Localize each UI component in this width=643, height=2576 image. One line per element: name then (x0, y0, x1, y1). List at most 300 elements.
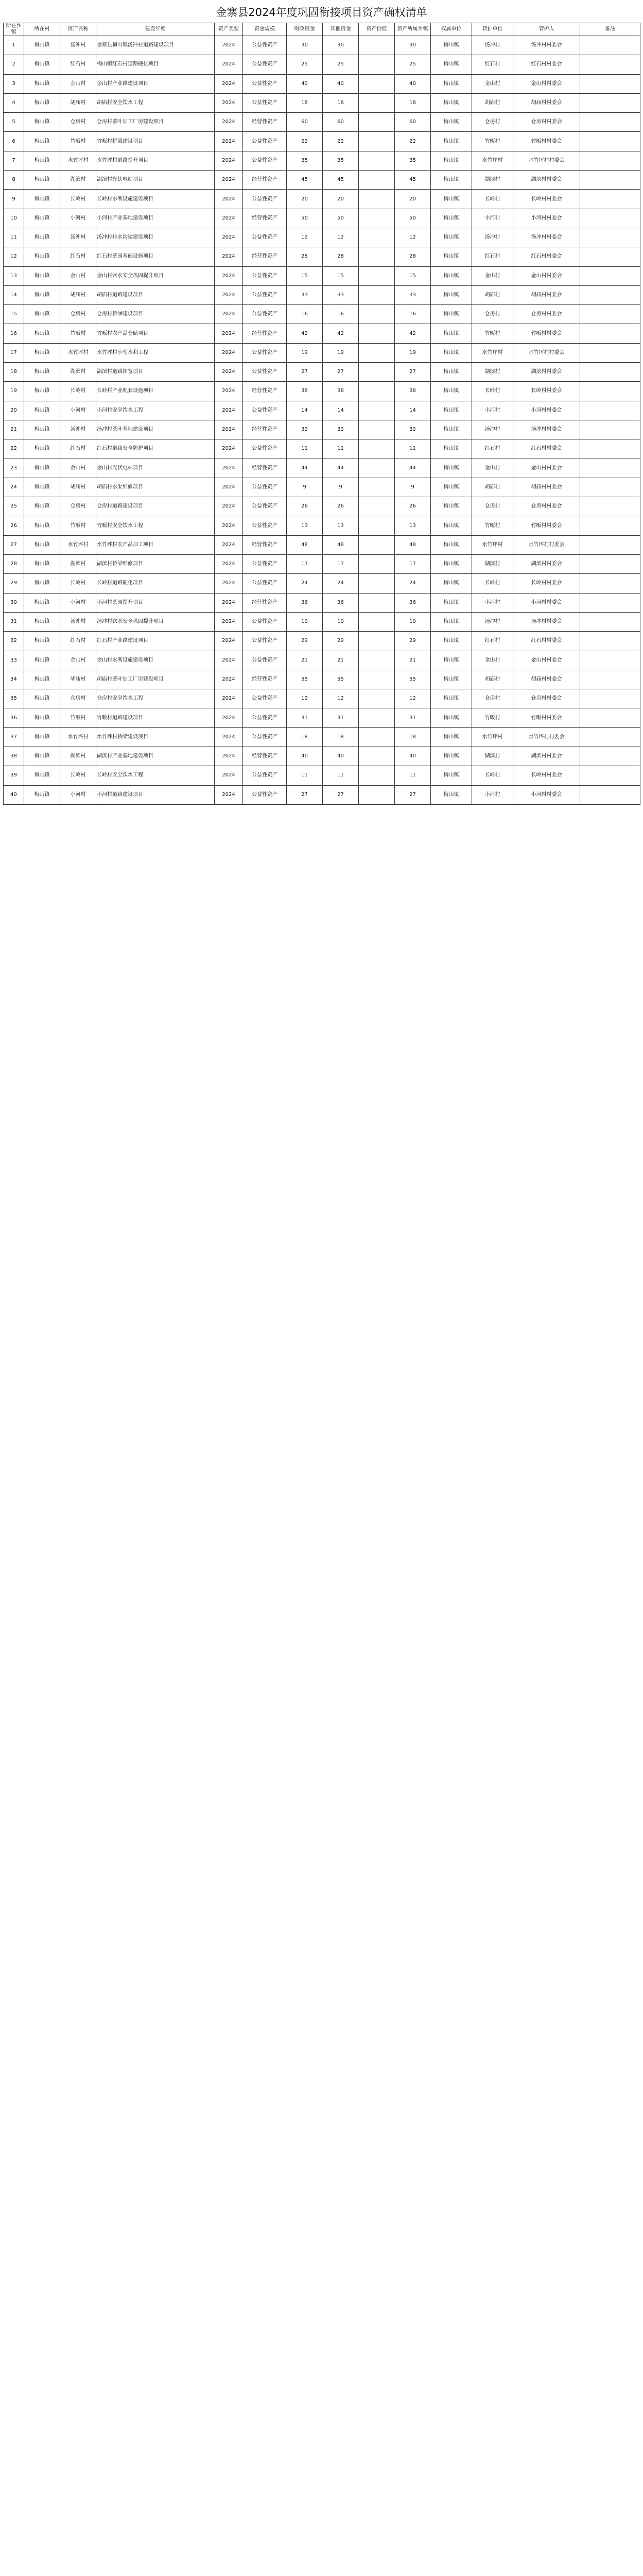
fiscal-cell: 14 (323, 401, 359, 420)
owner-town-cell: 梅山镇 (431, 305, 472, 324)
note-cell (580, 478, 640, 497)
village-cell: 胡庙村 (60, 93, 96, 112)
manager-cell: 湖滨村村委会 (513, 363, 580, 382)
year-cell: 2024 (215, 171, 243, 190)
asset-name-cell: 水竹坪村桥梁建设项目 (96, 727, 215, 747)
year-cell: 2024 (215, 574, 243, 593)
fiscal-cell: 27 (323, 785, 359, 804)
note-cell (580, 439, 640, 459)
scale-cell: 27 (287, 785, 323, 804)
scale-cell: 14 (287, 401, 323, 420)
table-row (4, 516, 640, 535)
scale-cell: 25 (287, 55, 323, 74)
owner-cell: 仓房村 (472, 689, 513, 708)
other-cell (359, 343, 395, 362)
manager-cell: 汤冲村村委会 (513, 420, 580, 439)
owner-cell: 红石村 (472, 55, 513, 74)
manager-cell: 长岭村村委会 (513, 574, 580, 593)
fiscal-cell: 20 (323, 190, 359, 209)
table-row (4, 382, 640, 401)
village-cell: 金山村 (60, 266, 96, 285)
note-cell (580, 766, 640, 785)
year-cell: 2024 (215, 55, 243, 74)
scale-cell: 17 (287, 555, 323, 574)
manager-cell: 竹畈村村委会 (513, 324, 580, 343)
asset-name-cell: 仓房村桥涵建设项目 (96, 305, 215, 324)
town-cell: 梅山镇 (24, 36, 60, 55)
owner-cell: 水竹坪村 (472, 727, 513, 747)
village-cell: 红石村 (60, 55, 96, 74)
table-row (4, 151, 640, 170)
manager-cell: 湖滨村村委会 (513, 171, 580, 190)
town-cell: 梅山镇 (24, 363, 60, 382)
owner-town-cell: 梅山镇 (431, 93, 472, 112)
owner-cell: 湖滨村 (472, 747, 513, 766)
asset-type-cell: 公益性资产 (243, 574, 287, 593)
note-cell (580, 632, 640, 651)
manager-cell: 竹畈村村委会 (513, 516, 580, 535)
owner-town-cell: 梅山镇 (431, 651, 472, 670)
manager-cell: 汤冲村村委会 (513, 612, 580, 631)
table-row (4, 574, 640, 593)
row-number: 6 (4, 132, 24, 151)
value-cell: 44 (395, 459, 431, 478)
value-cell: 17 (395, 555, 431, 574)
value-cell: 28 (395, 247, 431, 266)
row-number: 9 (4, 190, 24, 209)
value-cell: 24 (395, 574, 431, 593)
asset-type-cell: 公益性资产 (243, 555, 287, 574)
asset-name-cell: 长岭村道路硬化项目 (96, 574, 215, 593)
owner-town-cell: 梅山镇 (431, 285, 472, 304)
village-cell: 竹畈村 (60, 132, 96, 151)
note-cell (580, 651, 640, 670)
owner-town-cell: 梅山镇 (431, 382, 472, 401)
scale-cell: 9 (287, 478, 323, 497)
year-cell: 2024 (215, 401, 243, 420)
header-cell: 管护单位 (472, 23, 513, 36)
fiscal-cell: 28 (323, 247, 359, 266)
village-cell: 小河村 (60, 401, 96, 420)
owner-cell: 湖滨村 (472, 171, 513, 190)
year-cell: 2024 (215, 593, 243, 612)
town-cell: 梅山镇 (24, 708, 60, 727)
village-cell: 竹畈村 (60, 516, 96, 535)
owner-town-cell: 梅山镇 (431, 670, 472, 689)
asset-name-cell: 梅山镇红石村道路硬化项目 (96, 55, 215, 74)
fiscal-cell: 17 (323, 555, 359, 574)
other-cell (359, 670, 395, 689)
year-cell: 2024 (215, 497, 243, 516)
year-cell: 2024 (215, 555, 243, 574)
manager-cell: 红石村村委会 (513, 439, 580, 459)
note-cell (580, 324, 640, 343)
town-cell: 梅山镇 (24, 612, 60, 631)
table-row (4, 439, 640, 459)
value-cell: 31 (395, 708, 431, 727)
owner-cell: 胡庙村 (472, 670, 513, 689)
asset-type-cell: 经营性资产 (243, 171, 287, 190)
header-row (4, 23, 640, 36)
scale-cell: 11 (287, 439, 323, 459)
owner-town-cell: 梅山镇 (431, 459, 472, 478)
other-cell (359, 285, 395, 304)
row-number: 30 (4, 593, 24, 612)
asset-name-cell: 汤冲村饮水安全巩固提升项目 (96, 612, 215, 631)
asset-table (3, 23, 640, 805)
row-number: 33 (4, 651, 24, 670)
town-cell: 梅山镇 (24, 132, 60, 151)
owner-cell: 胡庙村 (472, 285, 513, 304)
table-row (4, 55, 640, 74)
row-number: 7 (4, 151, 24, 170)
asset-name-cell: 红石村茶园基础设施项目 (96, 247, 215, 266)
asset-name-cell: 竹畈村安全饮水工程 (96, 516, 215, 535)
asset-type-cell: 公益性资产 (243, 516, 287, 535)
village-cell: 长岭村 (60, 190, 96, 209)
owner-cell: 小河村 (472, 785, 513, 804)
asset-name-cell: 湖滨村产业基地建设项目 (96, 747, 215, 766)
village-cell: 湖滨村 (60, 747, 96, 766)
year-cell: 2024 (215, 285, 243, 304)
header-cell: 资产类型 (215, 23, 243, 36)
village-cell: 仓房村 (60, 305, 96, 324)
note-cell (580, 36, 640, 55)
other-cell (359, 497, 395, 516)
value-cell: 11 (395, 766, 431, 785)
asset-type-cell: 公益性资产 (243, 228, 287, 247)
value-cell: 33 (395, 285, 431, 304)
owner-cell: 金山村 (472, 651, 513, 670)
owner-town-cell: 梅山镇 (431, 785, 472, 804)
scale-cell: 38 (287, 382, 323, 401)
value-cell: 30 (395, 36, 431, 55)
asset-name-cell: 小河村道路建设项目 (96, 785, 215, 804)
fiscal-cell: 16 (323, 305, 359, 324)
owner-cell: 小河村 (472, 209, 513, 228)
fiscal-cell: 38 (323, 382, 359, 401)
note-cell (580, 574, 640, 593)
owner-cell: 金山村 (472, 266, 513, 285)
other-cell (359, 305, 395, 324)
other-cell (359, 651, 395, 670)
village-cell: 湖滨村 (60, 555, 96, 574)
manager-cell: 金山村村委会 (513, 266, 580, 285)
scale-cell: 48 (287, 535, 323, 554)
header-cell: 所在乡镇 (4, 23, 24, 36)
row-number: 36 (4, 708, 24, 727)
other-cell (359, 689, 395, 708)
owner-town-cell: 梅山镇 (431, 516, 472, 535)
header-cell: 资产名称 (60, 23, 96, 36)
asset-type-cell: 公益性资产 (243, 36, 287, 55)
village-cell: 汤冲村 (60, 420, 96, 439)
table-row (4, 343, 640, 362)
asset-type-cell: 公益性资产 (243, 74, 287, 93)
note-cell (580, 113, 640, 132)
scale-cell: 40 (287, 747, 323, 766)
note-cell (580, 228, 640, 247)
scale-cell: 29 (287, 632, 323, 651)
year-cell: 2024 (215, 420, 243, 439)
asset-type-cell: 经营性资产 (243, 593, 287, 612)
value-cell: 14 (395, 401, 431, 420)
owner-cell: 胡庙村 (472, 478, 513, 497)
note-cell (580, 93, 640, 112)
note-cell (580, 401, 640, 420)
town-cell: 梅山镇 (24, 93, 60, 112)
village-cell: 水竹坪村 (60, 535, 96, 554)
manager-cell: 金山村村委会 (513, 74, 580, 93)
asset-type-cell: 公益性资产 (243, 478, 287, 497)
asset-name-cell: 水竹坪村农产品加工项目 (96, 535, 215, 554)
asset-type-cell: 经营性资产 (243, 535, 287, 554)
owner-town-cell: 梅山镇 (431, 113, 472, 132)
asset-type-cell: 公益性资产 (243, 401, 287, 420)
value-cell: 36 (395, 593, 431, 612)
row-number: 26 (4, 516, 24, 535)
note-cell (580, 612, 640, 631)
other-cell (359, 747, 395, 766)
town-cell: 梅山镇 (24, 670, 60, 689)
note-cell (580, 382, 640, 401)
note-cell (580, 209, 640, 228)
other-cell (359, 459, 395, 478)
table-row (4, 766, 640, 785)
fiscal-cell: 13 (323, 516, 359, 535)
year-cell: 2024 (215, 247, 243, 266)
year-cell: 2024 (215, 478, 243, 497)
note-cell (580, 363, 640, 382)
owner-town-cell: 梅山镇 (431, 228, 472, 247)
owner-town-cell: 梅山镇 (431, 766, 472, 785)
row-number: 38 (4, 747, 24, 766)
table-row (4, 459, 640, 478)
owner-town-cell: 梅山镇 (431, 401, 472, 420)
fiscal-cell: 11 (323, 766, 359, 785)
table-row (4, 36, 640, 55)
scale-cell: 32 (287, 420, 323, 439)
owner-cell: 红石村 (472, 439, 513, 459)
row-number: 15 (4, 305, 24, 324)
village-cell: 湖滨村 (60, 363, 96, 382)
year-cell: 2024 (215, 305, 243, 324)
year-cell: 2024 (215, 651, 243, 670)
other-cell (359, 151, 395, 170)
manager-cell: 金山村村委会 (513, 651, 580, 670)
owner-town-cell: 梅山镇 (431, 151, 472, 170)
village-cell: 长岭村 (60, 574, 96, 593)
village-cell: 长岭村 (60, 766, 96, 785)
owner-town-cell: 梅山镇 (431, 55, 472, 74)
other-cell (359, 555, 395, 574)
value-cell: 18 (395, 727, 431, 747)
town-cell: 梅山镇 (24, 343, 60, 362)
asset-name-cell: 金山村产业路建设项目 (96, 74, 215, 93)
note-cell (580, 785, 640, 804)
owner-town-cell: 梅山镇 (431, 612, 472, 631)
town-cell: 梅山镇 (24, 266, 60, 285)
owner-cell: 汤冲村 (472, 420, 513, 439)
year-cell: 2024 (215, 670, 243, 689)
scale-cell: 40 (287, 74, 323, 93)
other-cell (359, 612, 395, 631)
table-row (4, 113, 640, 132)
note-cell (580, 708, 640, 727)
asset-type-cell: 经营性资产 (243, 670, 287, 689)
town-cell: 梅山镇 (24, 401, 60, 420)
year-cell: 2024 (215, 36, 243, 55)
scale-cell: 19 (287, 343, 323, 362)
row-number: 29 (4, 574, 24, 593)
value-cell: 27 (395, 363, 431, 382)
row-number: 1 (4, 36, 24, 55)
owner-cell: 胡庙村 (472, 93, 513, 112)
fiscal-cell: 36 (323, 593, 359, 612)
village-cell: 小河村 (60, 785, 96, 804)
village-cell: 胡庙村 (60, 285, 96, 304)
owner-town-cell: 梅山镇 (431, 439, 472, 459)
other-cell (359, 382, 395, 401)
manager-cell: 金山村村委会 (513, 459, 580, 478)
manager-cell: 胡庙村村委会 (513, 93, 580, 112)
other-cell (359, 516, 395, 535)
town-cell: 梅山镇 (24, 151, 60, 170)
asset-name-cell: 小河村安全饮水工程 (96, 401, 215, 420)
value-cell: 21 (395, 651, 431, 670)
owner-town-cell: 梅山镇 (431, 478, 472, 497)
manager-cell: 湖滨村村委会 (513, 555, 580, 574)
town-cell: 梅山镇 (24, 689, 60, 708)
asset-type-cell: 公益性资产 (243, 497, 287, 516)
row-number: 13 (4, 266, 24, 285)
village-cell: 仓房村 (60, 689, 96, 708)
other-cell (359, 190, 395, 209)
town-cell: 梅山镇 (24, 439, 60, 459)
note-cell (580, 285, 640, 304)
other-cell (359, 113, 395, 132)
manager-cell: 仓房村村委会 (513, 305, 580, 324)
year-cell: 2024 (215, 535, 243, 554)
scale-cell: 18 (287, 727, 323, 747)
town-cell: 梅山镇 (24, 497, 60, 516)
asset-name-cell: 水竹坪村道路提升项目 (96, 151, 215, 170)
owner-town-cell: 梅山镇 (431, 132, 472, 151)
value-cell: 50 (395, 209, 431, 228)
fiscal-cell: 55 (323, 670, 359, 689)
header-cell: 权属单位 (431, 23, 472, 36)
owner-cell: 竹畈村 (472, 324, 513, 343)
asset-type-cell: 经营性资产 (243, 324, 287, 343)
table-row (4, 132, 640, 151)
town-cell: 梅山镇 (24, 555, 60, 574)
town-cell: 梅山镇 (24, 747, 60, 766)
note-cell (580, 305, 640, 324)
other-cell (359, 593, 395, 612)
scale-cell: 50 (287, 209, 323, 228)
table-row (4, 651, 640, 670)
asset-type-cell: 公益性资产 (243, 439, 287, 459)
manager-cell: 长岭村村委会 (513, 382, 580, 401)
value-cell: 42 (395, 324, 431, 343)
year-cell: 2024 (215, 151, 243, 170)
scale-cell: 11 (287, 766, 323, 785)
scale-cell: 22 (287, 132, 323, 151)
manager-cell: 水竹坪村村委会 (513, 535, 580, 554)
asset-type-cell: 公益性资产 (243, 612, 287, 631)
owner-cell: 红石村 (472, 247, 513, 266)
town-cell: 梅山镇 (24, 190, 60, 209)
owner-town-cell: 梅山镇 (431, 574, 472, 593)
manager-cell: 胡庙村村委会 (513, 285, 580, 304)
row-number: 19 (4, 382, 24, 401)
table-row (4, 74, 640, 93)
value-cell: 40 (395, 74, 431, 93)
owner-cell: 仓房村 (472, 305, 513, 324)
manager-cell: 小河村村委会 (513, 785, 580, 804)
value-cell: 12 (395, 689, 431, 708)
value-cell: 16 (395, 305, 431, 324)
year-cell: 2024 (215, 747, 243, 766)
row-number: 28 (4, 555, 24, 574)
value-cell: 10 (395, 612, 431, 631)
scale-cell: 16 (287, 305, 323, 324)
scale-cell: 45 (287, 171, 323, 190)
table-row (4, 209, 640, 228)
value-cell: 25 (395, 55, 431, 74)
value-cell: 60 (395, 113, 431, 132)
other-cell (359, 574, 395, 593)
asset-name-cell: 金山村饮水安全巩固提升项目 (96, 266, 215, 285)
note-cell (580, 247, 640, 266)
owner-town-cell: 梅山镇 (431, 632, 472, 651)
village-cell: 汤冲村 (60, 36, 96, 55)
village-cell: 竹畈村 (60, 324, 96, 343)
manager-cell: 胡庙村村委会 (513, 478, 580, 497)
year-cell: 2024 (215, 324, 243, 343)
other-cell (359, 324, 395, 343)
table-row (4, 420, 640, 439)
owner-town-cell: 梅山镇 (431, 708, 472, 727)
year-cell: 2024 (215, 363, 243, 382)
manager-cell: 汤冲村村委会 (513, 36, 580, 55)
scale-cell: 12 (287, 228, 323, 247)
fiscal-cell: 32 (323, 420, 359, 439)
other-cell (359, 228, 395, 247)
note-cell (580, 689, 640, 708)
year-cell: 2024 (215, 93, 243, 112)
owner-town-cell: 梅山镇 (431, 209, 472, 228)
town-cell: 梅山镇 (24, 785, 60, 804)
year-cell: 2024 (215, 228, 243, 247)
row-number: 25 (4, 497, 24, 516)
year-cell: 2024 (215, 612, 243, 631)
fiscal-cell: 18 (323, 727, 359, 747)
village-cell: 小河村 (60, 593, 96, 612)
fiscal-cell: 22 (323, 132, 359, 151)
row-number: 12 (4, 247, 24, 266)
asset-type-cell: 公益性资产 (243, 132, 287, 151)
town-cell: 梅山镇 (24, 305, 60, 324)
manager-cell: 长岭村村委会 (513, 190, 580, 209)
village-cell: 仓房村 (60, 497, 96, 516)
note-cell (580, 497, 640, 516)
owner-cell: 湖滨村 (472, 363, 513, 382)
owner-cell: 长岭村 (472, 574, 513, 593)
manager-cell: 仓房村村委会 (513, 113, 580, 132)
owner-cell: 汤冲村 (472, 228, 513, 247)
header-cell: 资金规模 (243, 23, 287, 36)
